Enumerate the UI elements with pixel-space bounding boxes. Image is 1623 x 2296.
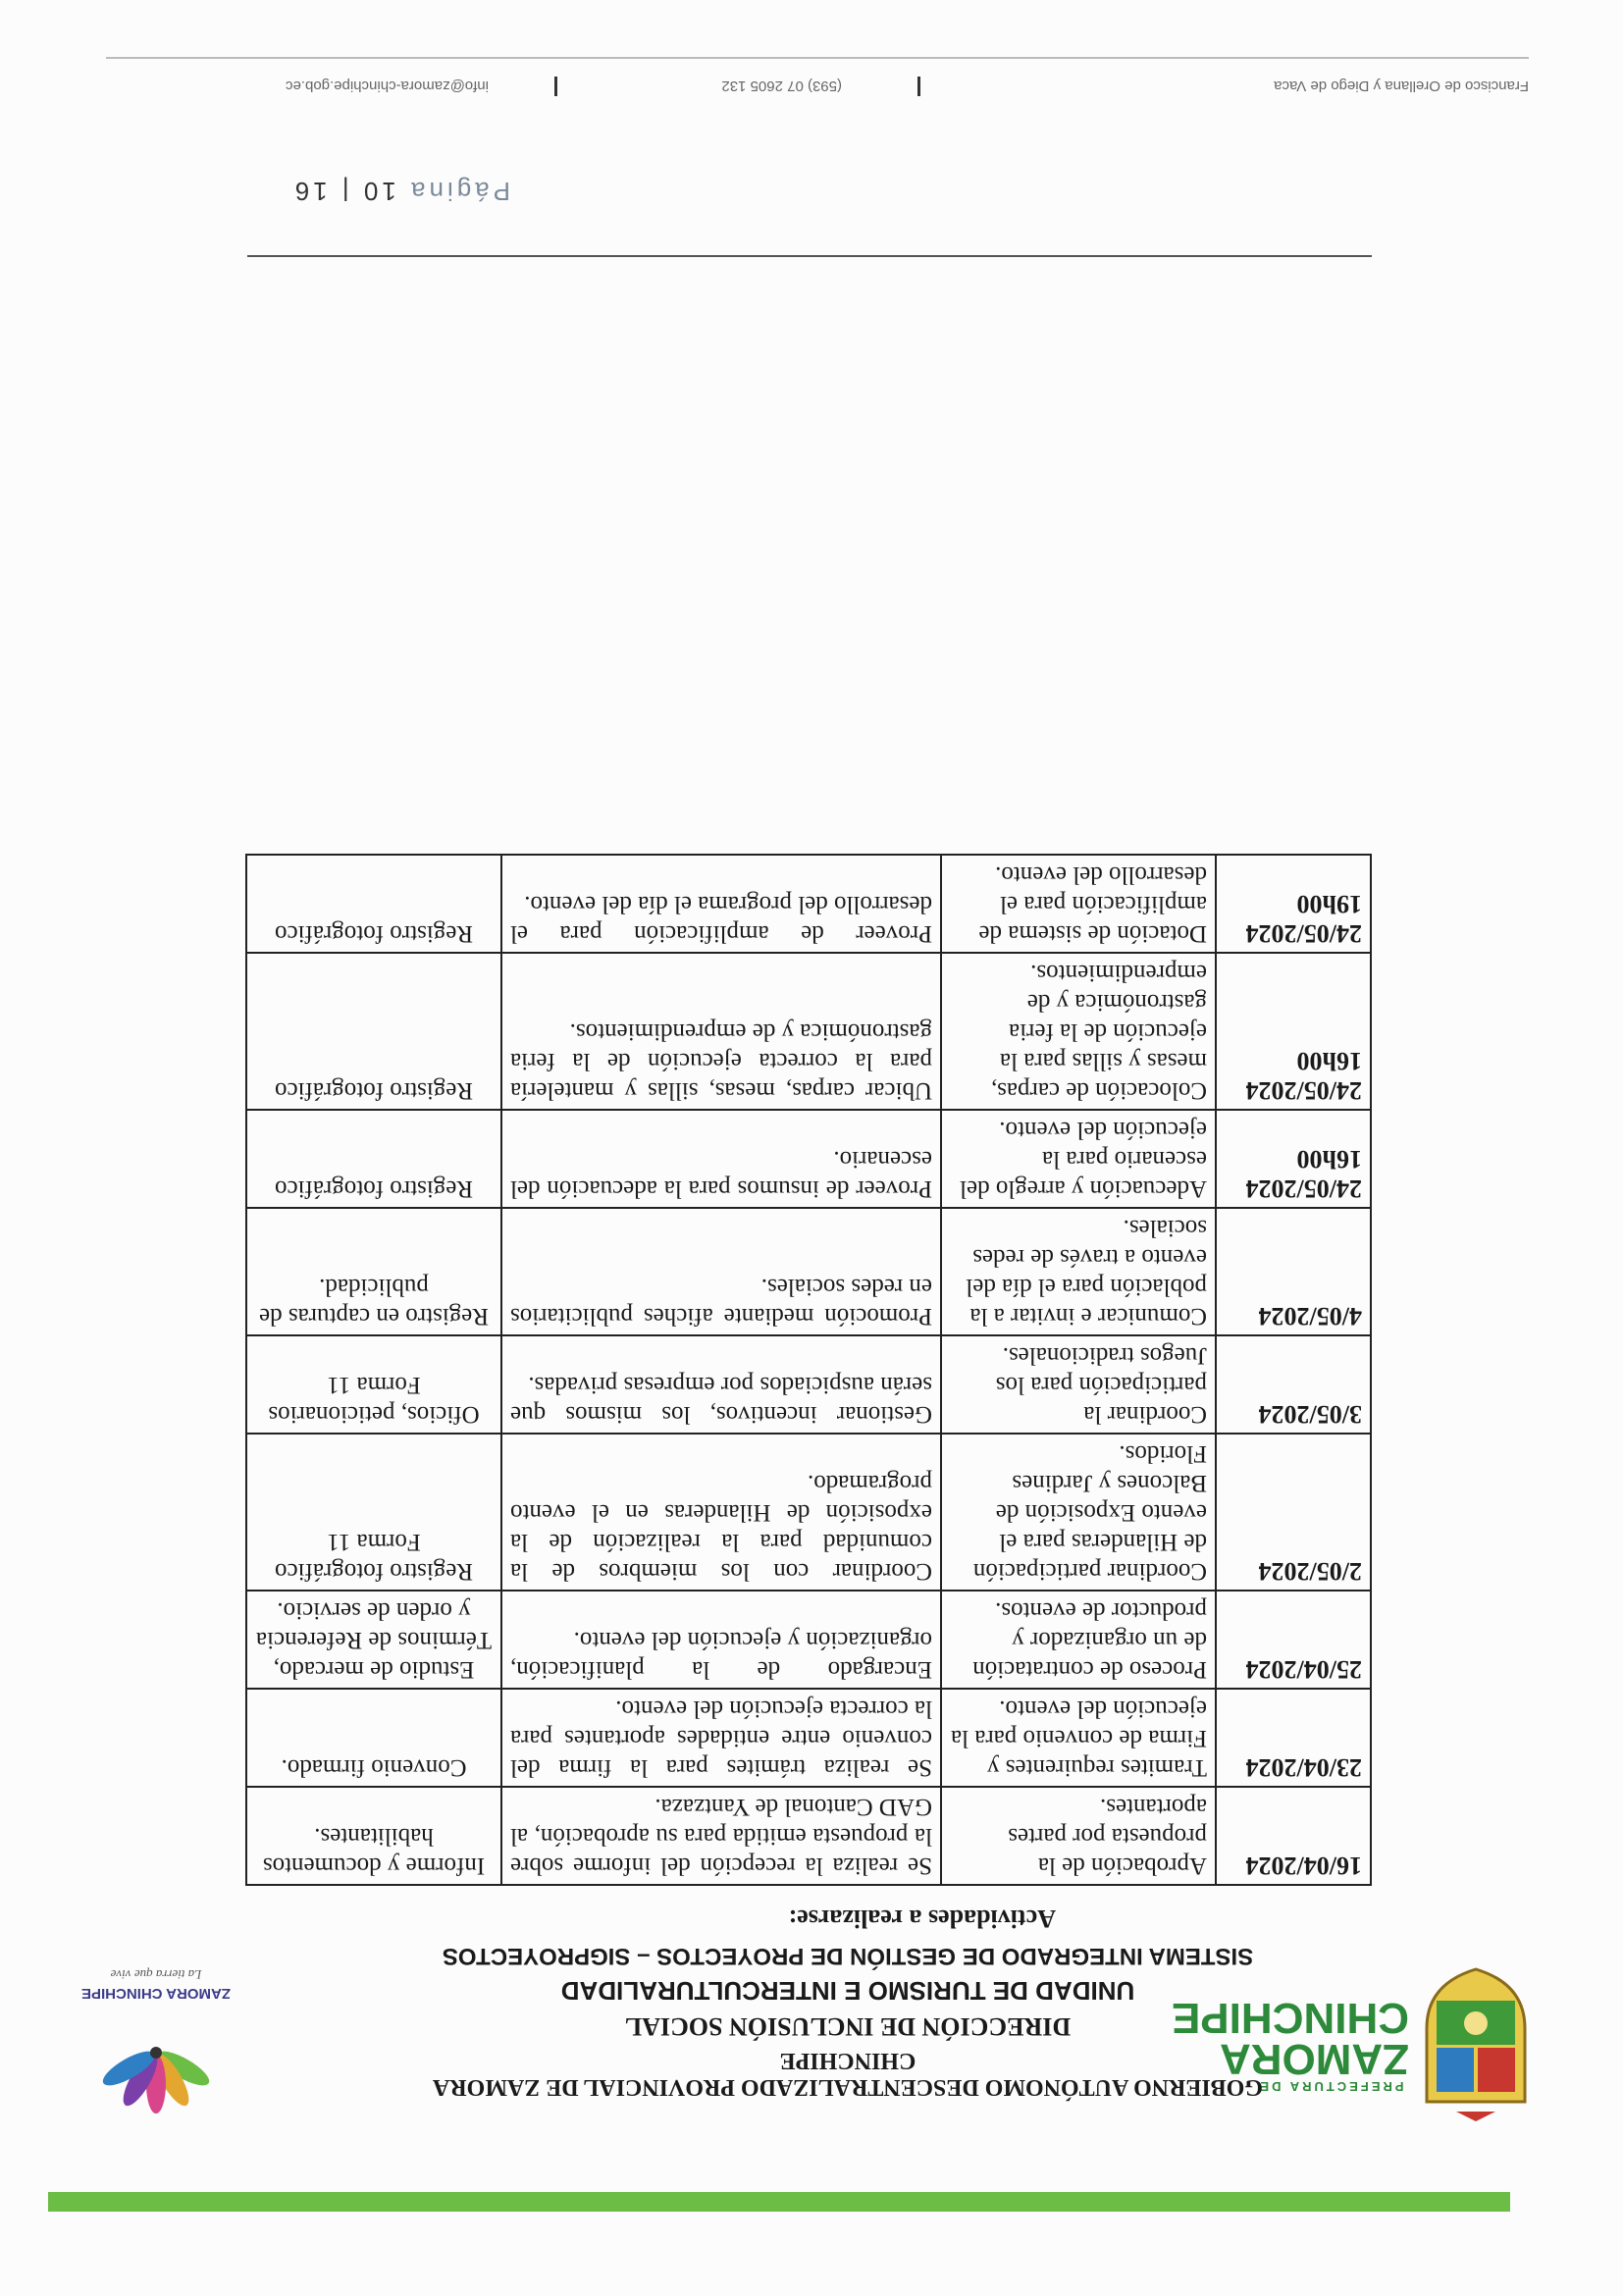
heading-line-1: GOBIERNO AUTÓNOMO DESCENTRALIZADO PROVINCIAL DE ZAMORA CHINCHIPE: [432, 2048, 1264, 2100]
activity-description: Proveer de amplificación para el desarrollo del programa el día del evento.: [501, 855, 941, 953]
page-current: 10: [359, 177, 396, 206]
tourism-logo-tagline: La tierra que vive: [110, 1967, 202, 1982]
contact-address: Francisco de Orellana y Diego de Vaca: [1274, 78, 1529, 94]
contact-separator: [917, 77, 920, 96]
activity-name: Coordinar participación de Hilanderas para el evento Exposición de Balcones y Jardines Floridos.: [941, 1434, 1216, 1591]
flower-icon: [33, 2004, 279, 2121]
activity-description: Ubicar carpas, mesas, sillas y mantelería para la correcta ejecución de la feria gastronómica y de emprendimientos.: [501, 953, 941, 1110]
table-row: [246, 855, 1371, 953]
activity-description: Se realiza trámites para la firma del convenio entre entidades aportantes para la correcta ejecución del evento.: [501, 1689, 941, 1787]
activity-result: Registro fotográfico: [246, 953, 501, 1110]
activity-name: Colocación de carpas, mesas y sillas para la ejecución de la feria gastronómica y de emprendimientos.: [941, 953, 1216, 1110]
activity-date: 3/05/2024: [1216, 1335, 1371, 1434]
activity-date: 24/05/2024 19h00: [1216, 855, 1371, 953]
activity-description: Se realiza la recepción del informe sobre la propuesta emitida para su aprobación, al GAD Cantonal de Yantzaza.: [501, 1787, 941, 1885]
institution-heading: [396, 1942, 1299, 2100]
activity-result: Registro fotográfico Forma 11: [246, 1434, 501, 1591]
activity-result: Oficios, peticionarios Forma 11: [246, 1335, 501, 1434]
table-row: [246, 1689, 1371, 1787]
provincial-crest-icon: [1417, 1964, 1535, 2121]
activity-result: Informe y documentos habilitantes.: [246, 1787, 501, 1885]
activity-name: Comunicar e invitar a la población para el día del evento a través de redes sociales.: [941, 1208, 1216, 1335]
activity-date: 23/04/2024: [1216, 1689, 1371, 1787]
brand-name-2: CHINCHIPE: [1171, 1994, 1409, 2042]
brand-prefix: PREFECTURA DE: [1257, 2079, 1404, 2094]
activity-date: 24/05/2024 16h00: [1216, 953, 1371, 1110]
table-row: [246, 1110, 1371, 1208]
activity-name: Tramites requirentes y Firma de convenio para la ejecución del evento.: [941, 1689, 1216, 1787]
activity-description: Encargado de la planificación, organización y ejecución del evento.: [501, 1591, 941, 1689]
page-number: Página 10 | 16: [290, 177, 510, 206]
activity-name: Dotación de sistema de amplificación para el desarrollo del evento.: [941, 855, 1216, 953]
contact-phone: (593) 07 2605 132: [721, 78, 842, 94]
footer-divider: [247, 255, 1372, 257]
contact-underline: [106, 57, 1529, 59]
brand-name-1: ZAMORA: [1219, 2035, 1409, 2083]
table-row: [246, 1591, 1371, 1689]
heading-line-2: DIRECCIÓN DE INCLUSIÓN SOCIAL: [624, 2012, 1072, 2041]
contact-separator: [554, 77, 557, 96]
activity-name: Adecuación y arreglo del escenario para la ejecución del evento.: [941, 1110, 1216, 1208]
contact-email: info@zamora-chinchipe.gob.ec: [285, 78, 489, 94]
activity-date: 25/04/2024: [1216, 1591, 1371, 1689]
page-word: Página: [407, 177, 510, 206]
page-total: 16: [290, 177, 328, 206]
activity-date: 16/04/2024: [1216, 1787, 1371, 1885]
activity-result: Registro fotográfico: [246, 1110, 501, 1208]
activity-name: Aprobación de la propuesta por partes aportantes.: [941, 1787, 1216, 1885]
heading-line-3: UNIDAD DE TURISMO E INTERCULTURALIDAD: [560, 1976, 1135, 2006]
activity-description: Promoción mediante afiches publicitarios en redes sociales.: [501, 1208, 941, 1335]
activity-date: 2/05/2024: [1216, 1434, 1371, 1591]
activity-name: Proceso de contratación de un organizador y productor de eventos.: [941, 1591, 1216, 1689]
tourism-logo: [33, 1945, 279, 2121]
activity-result: Convenio firmado.: [246, 1689, 501, 1787]
header-green-bar: [48, 2192, 1510, 2212]
activity-description: Gestionar incentivos, los mismos que serán auspiciados por empresas privadas.: [501, 1335, 941, 1434]
activity-result: Estudio de mercado, Términos de Referencia y orden de servicio.: [246, 1591, 501, 1689]
activities-table: [245, 854, 1372, 1886]
activity-name: Coordinar la participación para los Juegos tradicionales.: [941, 1335, 1216, 1434]
tourism-logo-label: ZAMORA CHINCHIPE: [81, 1985, 231, 2002]
table-row: [246, 1335, 1371, 1434]
contact-bar: [106, 69, 1529, 102]
activity-description: Proveer de insumos para la adecuación del escenario.: [501, 1110, 941, 1208]
activity-date: 24/05/2024 16h00: [1216, 1110, 1371, 1208]
activity-result: Registro fotográfico: [246, 855, 501, 953]
table-row: [246, 1787, 1371, 1885]
table-row: [246, 953, 1371, 1110]
heading-line-4: SISTEMA INTEGRADO DE GESTIÓN DE PROYECTOS – SIGPROYECTOS: [442, 1943, 1254, 1969]
table-row: [246, 1434, 1371, 1591]
section-title: Actividades a realizarse:: [788, 1905, 1056, 1933]
table-row: [246, 1208, 1371, 1335]
activity-description: Coordinar con los miembros de la comunidad para la realización de la exposición de Hilanderas en el evento programado.: [501, 1434, 941, 1591]
activity-result: Registro en capturas de publicidad.: [246, 1208, 501, 1335]
activity-date: 4/05/2024: [1216, 1208, 1371, 1335]
